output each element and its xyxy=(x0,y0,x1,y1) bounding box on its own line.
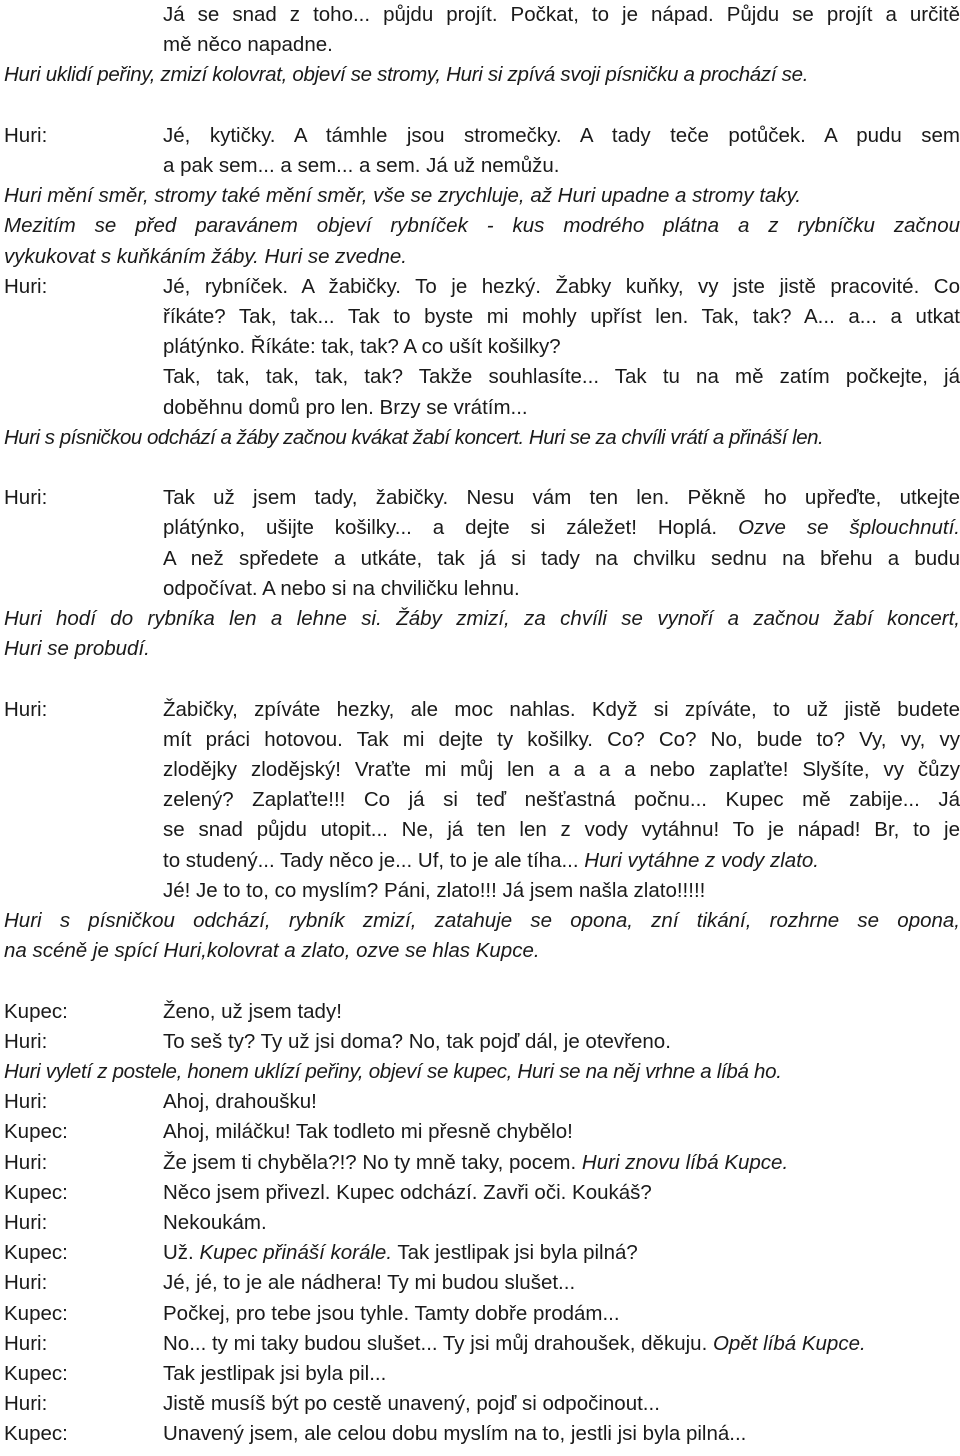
dialogue-text xyxy=(163,1148,960,1178)
speaker-label: Huri: xyxy=(4,486,48,510)
speaker-label: Huri: xyxy=(4,1271,48,1295)
stage-direction: vykukovat s kuňkáním žáby. Huri se zvedne. xyxy=(4,244,407,268)
speaker-label: Huri: xyxy=(4,1150,48,1174)
dialogue-text: Tak už jsem tady, žabičky. Nesu vám ten len. Pěkně ho upřeďte, utkejte xyxy=(163,486,960,510)
dialogue-continuation: a pak sem... a sem... a sem. Já už nemůžu. xyxy=(163,154,560,177)
dialogue-text: Jé, jé, to je ale nádhera! Ty mi budou slušet... xyxy=(163,1271,576,1295)
dialogue-continuation: mít práci hotovou. Tak mi dejte ty košilky. Co? Co? No, bude to? Vy, vy, vy xyxy=(163,727,960,751)
speaker-label: Huri: xyxy=(4,1392,48,1416)
dialogue-text: Žabičky, zpíváte hezky, ale moc nahlas. Když si zpíváte, to už jistě budete xyxy=(163,697,960,721)
dialogue-text: Tak jestlipak jsi byla pil... xyxy=(163,1362,387,1386)
inline-stage-direction: Opět líbá Kupce. xyxy=(712,1331,866,1355)
dialogue-text-part: Už. xyxy=(163,1241,200,1265)
dialogue-line xyxy=(4,695,960,725)
stage-direction: na scéně je spící Huri,kolovrat a zlato, ozve se hlas Kupce. xyxy=(4,939,540,963)
speaker-label: Huri: xyxy=(4,1029,48,1053)
blank-line xyxy=(4,966,960,996)
dialogue-text: Ahoj, miláčku! Tak todleto mi přesně chybělo! xyxy=(163,1120,573,1144)
speaker-label: Huri: xyxy=(4,1090,48,1114)
dialogue-line xyxy=(4,1117,960,1147)
dialogue-continuation: zelený? Zaplaťte!!! Co já si teď nešťastná počnu... Kupec mě zabije... Já xyxy=(163,788,960,812)
dialogue-text: Jé, rybníček. A žabičky. To je hezký. Žabky kuňky, vy jste jistě pracovité. Co xyxy=(163,274,960,298)
dialogue-line xyxy=(4,1178,960,1208)
speaker-label: Huri: xyxy=(4,123,48,147)
stage-direction: Huri mění směr, stromy také mění směr, vše se zrychluje, až Huri upadne a stromy taky. xyxy=(4,184,802,208)
dialogue-text: Unavený jsem, ale celou dobu myslím na to, jestli jsi byla pilná... xyxy=(163,1422,747,1446)
dialogue-continuation: se snad půjdu utopit... Ne, já ten len z vody vytáhnu! To je nápad! Br, to je xyxy=(163,818,960,842)
dialogue-line xyxy=(4,1329,960,1359)
dialogue-text: Nekoukám. xyxy=(163,1211,267,1235)
speaker-label: Kupec: xyxy=(4,999,68,1023)
dialogue-text: Jé, kytičky. A támhle jsou stromečky. A tady teče potůček. A pudu sem xyxy=(163,123,960,147)
script-page xyxy=(4,0,960,1450)
dialogue-continuation: zlodějky zlodějský! Vraťte mi můj len a a a a nebo zaplaťte! Slyšíte, vy čůzy xyxy=(163,758,960,782)
dialogue-continuation: Jé! Je to to, co myslím? Páni, zlato!!! Já jsem našla zlato!!!!! xyxy=(163,878,706,902)
dialogue-continuation xyxy=(4,846,960,876)
dialogue-continuation: odpočívat. A nebo si na chviličku lehnu. xyxy=(163,576,520,600)
dialogue-line xyxy=(4,1208,960,1238)
dialogue-text-part: No... ty mi taky budou slušet... Ty jsi můj drahoušek, děkuju. xyxy=(163,1331,713,1355)
dialogue-text xyxy=(163,1329,960,1359)
blank-line xyxy=(4,664,960,694)
dialogue-continuation: Tak, tak, tak, tak, tak? Takže souhlasíte... Tak tu na mě zatím počkejte, já xyxy=(163,365,960,389)
dialogue-text: plátýnko, ušijte košilky... a dejte si záležet! Hoplá. xyxy=(163,516,739,540)
stage-direction: Huri s písničkou odchází a žáby začnou kvákat žabí koncert. Huri se za chvíli vrátí a přináší len. xyxy=(4,425,824,449)
dialogue-line xyxy=(4,1419,960,1449)
dialogue-line xyxy=(4,1027,960,1057)
stage-direction: Huri uklidí peřiny, zmizí kolovrat, objeví se stromy, Huri si zpívá svoji písničku a prochází se. xyxy=(4,63,809,87)
dialogue-text: Jistě musíš být po cestě unavený, pojď si odpočinout... xyxy=(163,1392,660,1416)
inline-stage-direction: Ozve se šplouchnutí. xyxy=(738,516,960,540)
blank-line xyxy=(4,91,960,121)
dialogue-text-part: Že jsem ti chyběla?!? No ty mně taky, pocem. xyxy=(163,1150,582,1174)
dialogue-line xyxy=(4,1389,960,1419)
speaker-label: Kupec: xyxy=(4,1180,68,1204)
blank-line xyxy=(4,453,960,483)
dialogue-text xyxy=(163,1238,960,1268)
dialogue-continuation xyxy=(4,513,960,543)
dialogue-text: Ahoj, drahoušku! xyxy=(163,1090,317,1114)
dialogue-continuation: mě něco napadne. xyxy=(163,33,333,57)
stage-direction: Huri se probudí. xyxy=(4,637,150,661)
dialogue-continuation: doběhnu domů pro len. Brzy se vrátím... xyxy=(163,395,528,419)
dialogue-line xyxy=(4,1148,960,1178)
speaker-label: Kupec: xyxy=(4,1241,68,1265)
speaker-label: Kupec: xyxy=(4,1301,68,1325)
speaker-label: Huri: xyxy=(4,274,48,298)
dialogue-continuation: plátýnko. Říkáte: tak, tak? A co ušít košilky? xyxy=(163,335,561,359)
speaker-label: Kupec: xyxy=(4,1120,68,1144)
dialogue-line xyxy=(4,483,960,513)
speaker-label: Kupec: xyxy=(4,1422,68,1446)
dialogue-continuation: Já se snad z toho... půjdu projít. Počkat, to je nápad. Půjdu se projít a určitě xyxy=(163,3,960,26)
dialogue-line xyxy=(4,121,960,151)
inline-stage-direction: Kupec přináší korále. xyxy=(199,1241,393,1265)
dialogue-line xyxy=(4,1238,960,1268)
dialogue-line xyxy=(4,1359,960,1389)
speaker-label: Huri: xyxy=(4,1211,48,1235)
dialogue-text: To seš ty? Ty už jsi doma? No, tak pojď dál, je otevřeno. xyxy=(163,1029,671,1053)
stage-direction: Mezitím se před paravánem objeví rybníček - kus modrého plátna a z rybníčku začnou xyxy=(4,214,960,238)
dialogue-continuation: A než spředete a utkáte, tak já si tady na chvilku sednu na břehu a budu xyxy=(163,546,960,570)
speaker-label: Kupec: xyxy=(4,1362,68,1386)
stage-direction: Huri hodí do rybníka len a lehne si. Žáby zmizí, za chvíli se vynoří a začnou žabí koncert, xyxy=(4,607,960,631)
dialogue-line xyxy=(4,1087,960,1117)
dialogue-line xyxy=(4,272,960,302)
speaker-label: Huri: xyxy=(4,697,48,721)
stage-direction: Huri vyletí z postele, honem uklízí peřiny, objeví se kupec, Huri se na něj vrhne a líbá ho. xyxy=(4,1060,782,1084)
inline-stage-direction: Huri vytáhne z vody zlato. xyxy=(584,848,819,872)
stage-direction: Huri s písničkou odchází, rybník zmizí, zatahuje se opona, zní tikání, rozhrne se opona, xyxy=(4,909,960,933)
speaker-label: Huri: xyxy=(4,1331,48,1355)
dialogue-text: Něco jsem přivezl. Kupec odchází. Zavři oči. Koukáš? xyxy=(163,1180,652,1204)
dialogue-text: Počkej, pro tebe jsou tyhle. Tamty dobře prodám... xyxy=(163,1301,620,1325)
inline-stage-direction: Huri znovu líbá Kupce. xyxy=(581,1150,789,1174)
dialogue-line xyxy=(4,1299,960,1329)
dialogue-text: to studený... Tady něco je... Uf, to je ale tíha... xyxy=(163,848,585,872)
dialogue-line xyxy=(4,997,960,1027)
dialogue-text: Ženo, už jsem tady! xyxy=(163,999,342,1023)
dialogue-continuation: říkáte? Tak, tak... Tak to byste mi mohly upříst len. Tak, tak? A... a... a utkat xyxy=(163,305,960,329)
dialogue-line xyxy=(4,1268,960,1298)
dialogue-text-part: Tak jestlipak jsi byla pilná? xyxy=(392,1241,638,1265)
